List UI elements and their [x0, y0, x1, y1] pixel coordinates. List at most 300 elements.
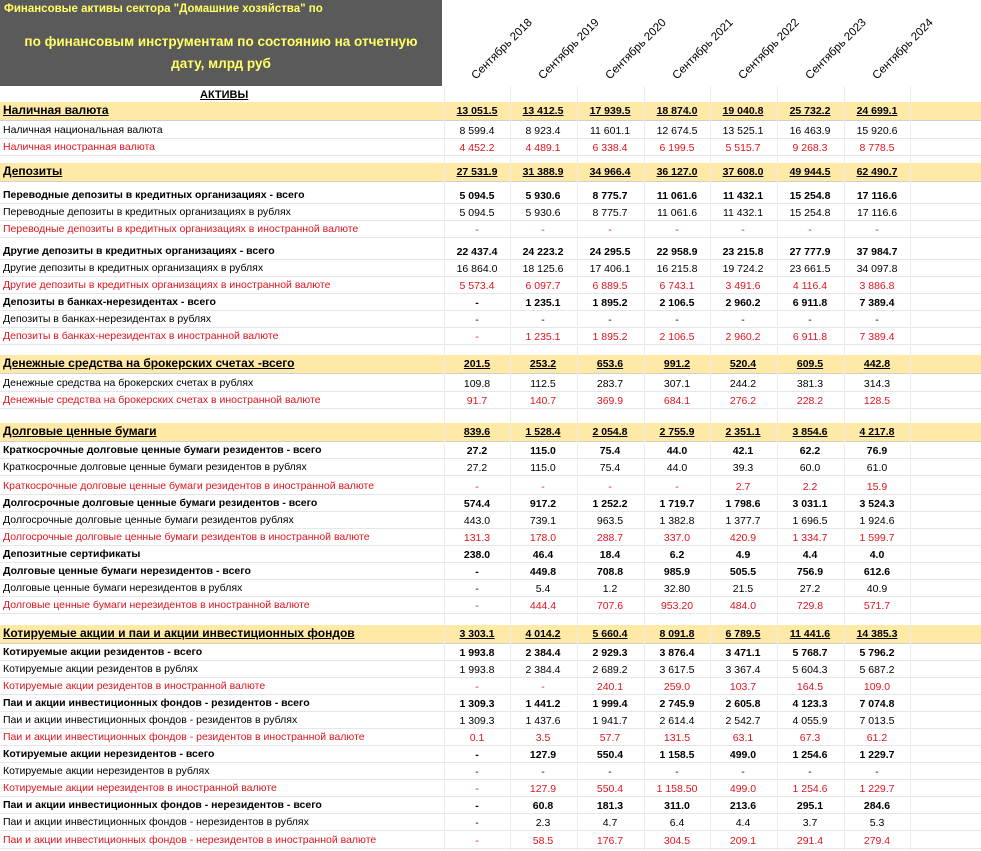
cell-value: 4.4: [735, 817, 751, 829]
cell-value: 337.0: [663, 532, 691, 544]
cell-value: 550.4: [596, 749, 624, 761]
cell-value: 31 388.9: [522, 166, 564, 178]
cell-value: 1 437.6: [525, 715, 561, 727]
cell-value: 1 798.6: [725, 498, 761, 510]
cell-value: 67.3: [799, 732, 821, 744]
cell-value: -: [675, 224, 679, 236]
cell-value: 178.0: [529, 532, 557, 544]
row-label: Паи и акции инвестиционных фондов - резидентов в иностранной валюте: [3, 731, 365, 743]
cell-value: 3.7: [802, 817, 818, 829]
cell-value: 44.0: [666, 445, 688, 457]
cell-value: 1 254.6: [792, 749, 828, 761]
row-label: Котируемые акции и паи и акции инвестиционных фондов: [3, 626, 355, 640]
cell-value: 131.5: [663, 732, 691, 744]
table-row: [0, 695, 981, 712]
cell-value: 1 993.8: [459, 647, 495, 659]
table-row: [0, 512, 981, 529]
cell-value: 8 599.4: [459, 125, 495, 137]
table-row: [0, 546, 981, 563]
column-separator: [510, 86, 511, 851]
cell-value: 756.9: [796, 566, 824, 578]
cell-value: 1 941.7: [592, 715, 628, 727]
cell-value: 499.0: [729, 783, 757, 795]
cell-value: 11 061.6: [656, 190, 698, 202]
cell-value: -: [475, 331, 479, 343]
cell-value: 953.20: [660, 600, 694, 612]
cell-value: 279.4: [863, 835, 891, 847]
cell-value: 17 939.5: [589, 105, 631, 117]
row-label: Краткосрочные долговые ценные бумаги резидентов - всего: [3, 444, 322, 456]
cell-value: 314.3: [863, 378, 891, 390]
cell-value: 2.7: [735, 481, 751, 493]
column-separator: [844, 86, 845, 851]
cell-value: 442.8: [863, 358, 891, 370]
cell-value: 16 864.0: [456, 263, 498, 275]
cell-value: 23 215.8: [722, 246, 764, 258]
row-label: Долгосрочные долговые ценные бумаги резидентов в иностранной валюте: [3, 531, 370, 543]
cell-value: 14 385.3: [856, 628, 898, 640]
cell-value: 5.3: [869, 817, 885, 829]
cell-value: 253.2: [529, 358, 557, 370]
cell-value: 1 377.7: [725, 515, 761, 527]
cell-value: 1 382.8: [659, 515, 695, 527]
row-label: Паи и акции инвестиционных фондов - резидентов в рублях: [3, 714, 298, 726]
row-label: Долговые ценные бумаги нерезидентов - всего: [3, 565, 251, 577]
cell-value: -: [875, 766, 879, 778]
cell-value: 11 441.6: [789, 628, 831, 640]
table-row: [0, 187, 981, 204]
cell-value: 1 252.2: [592, 498, 628, 510]
cell-value: 19 724.2: [722, 263, 764, 275]
table-row: [0, 328, 981, 345]
row-label: Денежные средства на брокерских счетах в рублях: [3, 377, 254, 389]
row-label: Паи и акции инвестиционных фондов - нерезидентов в рублях: [3, 816, 309, 828]
cell-value: 6 911.8: [792, 297, 828, 309]
cell-value: 729.8: [796, 600, 824, 612]
cell-value: 201.5: [463, 358, 491, 370]
cell-value: 1 309.3: [459, 715, 495, 727]
cell-value: 484.0: [729, 600, 757, 612]
cell-value: 311.0: [664, 800, 690, 812]
cell-value: 228.2: [796, 395, 824, 407]
cell-value: 6 889.5: [592, 280, 628, 292]
cell-value: -: [541, 766, 545, 778]
row-label: Депозиты в банках-нерезидентах в рублях: [3, 313, 212, 325]
cell-value: 6 911.8: [792, 331, 828, 343]
cell-value: 8 775.7: [592, 190, 628, 202]
cell-value: 381.3: [796, 378, 824, 390]
cell-value: 1 158.5: [659, 749, 695, 761]
cell-value: 684.1: [663, 395, 691, 407]
cell-value: 4.4: [802, 549, 818, 561]
cell-value: 6.4: [669, 817, 685, 829]
column-separator: [644, 86, 645, 851]
cell-value: 4 055.9: [792, 715, 828, 727]
date-header: Сентябрь 2018: [469, 16, 535, 82]
cell-value: 1 924.6: [859, 515, 895, 527]
cell-value: 283.7: [596, 378, 624, 390]
cell-value: 2 614.4: [659, 715, 695, 727]
cell-value: 109.8: [463, 378, 491, 390]
cell-value: 739.1: [529, 515, 557, 527]
cell-value: 23 661.5: [789, 263, 831, 275]
column-separator: [444, 86, 445, 851]
cell-value: 839.6: [463, 426, 491, 438]
cell-value: 11 061.6: [656, 207, 698, 219]
cell-value: 1 993.8: [459, 664, 495, 676]
cell-value: -: [675, 766, 679, 778]
cell-value: -: [741, 224, 745, 236]
cell-value: 6 789.5: [725, 628, 761, 640]
cell-value: 1 599.7: [859, 532, 895, 544]
row-label: Паи и акции инвестиционных фондов - резидентов - всего: [3, 697, 310, 709]
cell-value: 18 125.6: [522, 263, 564, 275]
table-row: [0, 763, 981, 780]
cell-value: 58.5: [532, 835, 554, 847]
date-header: Сентябрь 2019: [536, 16, 602, 82]
table-row: [0, 122, 981, 139]
cell-value: 653.6: [596, 358, 624, 370]
row-label: Депозиты в банках-нерезидентах - всего: [3, 296, 216, 308]
cell-value: 5 515.7: [725, 142, 761, 154]
table-row: [0, 221, 981, 238]
cell-value: -: [475, 835, 479, 847]
cell-value: 520.4: [729, 358, 757, 370]
cell-value: -: [475, 783, 479, 795]
table-row: [0, 529, 981, 546]
section-row: [0, 163, 981, 182]
cell-value: -: [741, 314, 745, 326]
table-row: [0, 204, 981, 221]
cell-value: 49 944.5: [789, 166, 831, 178]
row-label: Краткосрочные долговые ценные бумаги резидентов в иностранной валюте: [3, 480, 375, 492]
date-header: Сентябрь 2024: [870, 16, 936, 82]
table-row: [0, 678, 981, 695]
column-separator: [910, 86, 911, 851]
cell-value: 17 116.6: [856, 207, 898, 219]
cell-value: -: [741, 766, 745, 778]
cell-value: -: [808, 314, 812, 326]
cell-value: 2 755.9: [659, 426, 695, 438]
cell-value: 13 525.1: [722, 125, 764, 137]
row-label: Переводные депозиты в кредитных организациях в иностранной валюте: [3, 223, 359, 235]
table-row: [0, 260, 981, 277]
cell-value: -: [608, 224, 612, 236]
title-line-2: по финансовым инструментам по состоянию на отчетную: [24, 34, 418, 49]
cell-value: 1.2: [602, 583, 618, 595]
cell-value: 18.4: [599, 549, 621, 561]
cell-value: 34 966.4: [589, 166, 631, 178]
cell-value: 39.3: [732, 462, 754, 474]
date-header: Сентябрь 2021: [670, 16, 736, 82]
cell-value: 8 775.7: [592, 207, 628, 219]
section-row: [0, 423, 981, 442]
cell-value: 15.9: [866, 481, 888, 493]
cell-value: 2 106.5: [659, 331, 695, 343]
cell-value: 2 054.8: [592, 426, 628, 438]
cell-value: 61.2: [866, 732, 888, 744]
cell-value: 1 334.7: [792, 532, 828, 544]
cell-value: 4.0: [869, 549, 885, 561]
cell-value: 3 491.6: [725, 280, 761, 292]
cell-value: -: [475, 566, 479, 578]
cell-value: 4 452.2: [459, 142, 495, 154]
table-row: [0, 392, 981, 409]
cell-value: 444.4: [529, 600, 557, 612]
cell-value: 131.3: [463, 532, 491, 544]
cell-value: 8 923.4: [525, 125, 561, 137]
cell-value: 11 432.1: [722, 207, 764, 219]
cell-value: 295.1: [796, 800, 824, 812]
row-label: Котируемые акции резидентов - всего: [3, 646, 203, 658]
cell-value: 244.2: [729, 378, 757, 390]
row-label: Денежные средства на брокерских счетах в иностранной валюте: [3, 394, 321, 406]
title-box: [0, 0, 442, 86]
table-row: [0, 478, 981, 495]
cell-value: 2 960.2: [725, 297, 761, 309]
cell-value: 5 604.3: [792, 664, 828, 676]
cell-value: 505.5: [729, 566, 757, 578]
cell-value: 62.2: [799, 445, 821, 457]
cell-value: 16 215.8: [656, 263, 698, 275]
cell-value: 2.3: [535, 817, 551, 829]
cell-value: 34 097.8: [856, 263, 898, 275]
cell-value: 109.0: [863, 681, 891, 693]
cell-value: 3 471.1: [725, 647, 761, 659]
cell-value: -: [608, 766, 612, 778]
cell-value: 15 254.8: [789, 207, 831, 219]
cell-value: 176.7: [596, 835, 624, 847]
cell-value: 304.5: [663, 835, 691, 847]
cell-value: 5 930.6: [525, 190, 561, 202]
cell-value: 1 229.7: [859, 783, 895, 795]
cell-value: 2 384.4: [525, 664, 561, 676]
cell-value: 37 608.0: [722, 166, 764, 178]
cell-value: 574.4: [463, 498, 491, 510]
table-row: [0, 294, 981, 311]
cell-value: 550.4: [596, 783, 624, 795]
cell-value: -: [875, 224, 879, 236]
cell-value: 2 106.5: [659, 297, 695, 309]
row-label: Денежные средства на брокерских счетах -всего: [3, 356, 295, 370]
row-label: Переводные депозиты в кредитных организациях в рублях: [3, 206, 291, 218]
row-label: Депозитные сертификаты: [3, 548, 141, 560]
cell-value: 209.1: [729, 835, 757, 847]
cell-value: 985.9: [663, 566, 691, 578]
cell-value: 3 031.1: [792, 498, 828, 510]
table-row: [0, 442, 981, 459]
cell-value: 127.9: [529, 783, 557, 795]
cell-value: 76.9: [866, 445, 888, 457]
row-label: Паи и акции инвестиционных фондов - нерезидентов - всего: [3, 799, 322, 811]
cell-value: 57.7: [599, 732, 621, 744]
cell-value: 1 528.4: [525, 426, 561, 438]
cell-value: 27.2: [799, 583, 821, 595]
cell-value: 13 412.5: [522, 105, 564, 117]
cell-value: 140.7: [529, 395, 557, 407]
cell-value: 4 489.1: [525, 142, 561, 154]
cell-value: -: [541, 681, 545, 693]
row-label: Долговые ценные бумаги нерезидентов в рублях: [3, 582, 243, 594]
cell-value: 7 389.4: [859, 331, 895, 343]
row-label: Котируемые акции резидентов в иностранной валюте: [3, 680, 266, 692]
cell-value: 25 732.2: [789, 105, 831, 117]
table-row: [0, 746, 981, 763]
cell-value: 63.1: [732, 732, 754, 744]
cell-value: 27.2: [466, 445, 488, 457]
cell-value: 36 127.0: [656, 166, 698, 178]
row-label: Долгосрочные долговые ценные бумаги резидентов рублях: [3, 514, 294, 526]
cell-value: 5 687.2: [859, 664, 895, 676]
table-row: [0, 277, 981, 294]
cell-value: -: [675, 481, 679, 493]
title-line-1: Финансовые активы сектора "Домашние хозяйства" по: [4, 3, 323, 15]
cell-value: 24 699.1: [856, 105, 898, 117]
cell-value: 115.0: [530, 445, 556, 457]
cell-value: -: [541, 314, 545, 326]
cell-value: 2 745.9: [659, 698, 695, 710]
cell-value: 37 984.7: [856, 246, 898, 258]
cell-value: 2 384.4: [525, 647, 561, 659]
cell-value: 259.0: [663, 681, 691, 693]
row-label: Котируемые акции нерезидентов в иностранной валюте: [3, 782, 277, 794]
cell-value: 24 223.2: [522, 246, 564, 258]
cell-value: 75.4: [599, 445, 621, 457]
cell-value: 15 920.6: [856, 125, 898, 137]
cell-value: 9 268.3: [792, 142, 828, 154]
cell-value: 963.5: [596, 515, 624, 527]
table-row: [0, 644, 981, 661]
cell-value: -: [475, 749, 479, 761]
cell-value: 7 013.5: [859, 715, 895, 727]
cell-value: 991.2: [663, 358, 691, 370]
cell-value: -: [475, 314, 479, 326]
cell-value: 5 094.5: [459, 207, 495, 219]
table-row: [0, 597, 981, 614]
cell-value: -: [475, 600, 479, 612]
cell-value: 288.7: [596, 532, 624, 544]
cell-value: 5 796.2: [859, 647, 895, 659]
cell-value: 708.8: [596, 566, 624, 578]
cell-value: 3 303.1: [459, 628, 495, 640]
cell-value: -: [475, 766, 479, 778]
table-row: [0, 780, 981, 797]
table-row: [0, 563, 981, 580]
row-label: Другие депозиты в кредитных организациях - всего: [3, 245, 275, 257]
cell-value: 1 309.3: [459, 698, 495, 710]
row-label: Переводные депозиты в кредитных организациях - всего: [3, 189, 305, 201]
cell-value: 4 123.3: [792, 698, 828, 710]
cell-value: -: [675, 314, 679, 326]
cell-value: 3.5: [535, 732, 551, 744]
cell-value: 2.2: [802, 481, 818, 493]
cell-value: 7 389.4: [859, 297, 895, 309]
cell-value: 3 617.5: [659, 664, 695, 676]
cell-value: 369.9: [596, 395, 624, 407]
cell-value: -: [608, 314, 612, 326]
cell-value: 1 229.7: [859, 749, 895, 761]
cell-value: -: [541, 481, 545, 493]
cell-value: 571.7: [863, 600, 891, 612]
cell-value: 60.8: [532, 800, 554, 812]
table-row: [0, 243, 981, 260]
cell-value: 11 601.1: [589, 125, 631, 137]
column-separator: [577, 86, 578, 851]
table-row: [0, 580, 981, 597]
cell-value: 4 116.4: [792, 280, 828, 292]
date-header: Сентябрь 2020: [603, 16, 669, 82]
cell-value: 449.8: [529, 566, 557, 578]
cell-value: 6 097.7: [525, 280, 561, 292]
cell-value: 5 768.7: [792, 647, 828, 659]
cell-value: 8 778.5: [859, 142, 895, 154]
cell-value: 127.9: [529, 749, 557, 761]
column-separator: [777, 86, 778, 851]
cell-value: 2 542.7: [725, 715, 761, 727]
table-row: [0, 311, 981, 328]
cell-value: 12 674.5: [656, 125, 698, 137]
cell-value: 61.0: [866, 462, 888, 474]
row-label: Долговые ценные бумаги нерезидентов в иностранной валюте: [3, 599, 310, 611]
table-row: [0, 797, 981, 814]
cell-value: 612.6: [863, 566, 891, 578]
cell-value: 115.0: [530, 462, 556, 474]
cell-value: 1 999.4: [592, 698, 628, 710]
cell-value: 19 040.8: [722, 105, 764, 117]
cell-value: 2 689.2: [592, 664, 628, 676]
cell-value: -: [475, 681, 479, 693]
cell-value: -: [475, 817, 479, 829]
table-row: [0, 375, 981, 392]
cell-value: 27.2: [466, 462, 488, 474]
row-label: Котируемые акции нерезидентов в рублях: [3, 765, 210, 777]
cell-value: 420.9: [729, 532, 757, 544]
cell-value: -: [475, 800, 479, 812]
row-label: Паи и акции инвестиционных фондов - нерезидентов в иностранной валюте: [3, 834, 377, 846]
cell-value: 1 254.6: [792, 783, 828, 795]
cell-value: 1 441.2: [525, 698, 561, 710]
cell-value: 1 895.2: [592, 297, 628, 309]
table-row: [0, 814, 981, 831]
cell-value: 5 094.5: [459, 190, 495, 202]
cell-value: 27 777.9: [789, 246, 831, 258]
cell-value: -: [875, 314, 879, 326]
cell-value: 0.1: [469, 732, 485, 744]
cell-value: -: [541, 224, 545, 236]
cell-value: 21.5: [732, 583, 754, 595]
table-row: [0, 712, 981, 729]
cell-value: 6 338.4: [592, 142, 628, 154]
section-row: [0, 355, 981, 374]
cell-value: 11 432.1: [722, 190, 764, 202]
cell-value: 3 524.3: [859, 498, 895, 510]
cell-value: 1 696.5: [792, 515, 828, 527]
cell-value: 707.6: [596, 600, 624, 612]
cell-value: 91.7: [466, 395, 488, 407]
cell-value: 112.5: [530, 378, 556, 390]
cell-value: 6 743.1: [659, 280, 695, 292]
cell-value: 1 235.1: [525, 331, 561, 343]
cell-value: 238.0: [463, 549, 491, 561]
row-label: Долговые ценные бумаги: [3, 424, 157, 438]
table-row: [0, 832, 981, 849]
cell-value: 5 573.4: [459, 280, 495, 292]
cell-value: 307.1: [663, 378, 691, 390]
cell-value: 1 158.50: [656, 783, 698, 795]
cell-value: -: [475, 583, 479, 595]
cell-value: -: [608, 481, 612, 493]
table-row: [0, 661, 981, 678]
